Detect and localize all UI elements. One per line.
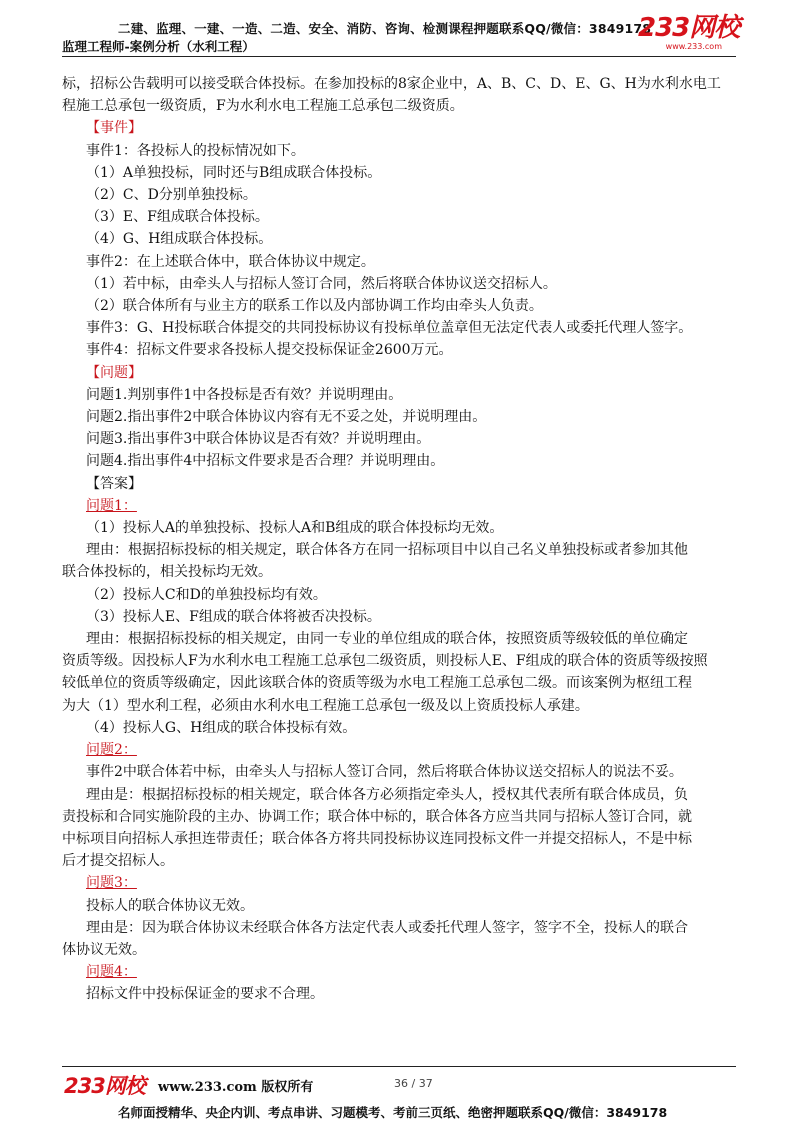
answer-1-line: 理由：根据招标投标的相关规定，由同一专业的单位组成的联合体，按照资质等级较低的单位确定 [86, 631, 688, 648]
question-section-tag: 【问题】 [86, 364, 142, 381]
answer-1-line: 资质等级。因投标人F为水利水电工程施工总承包二级资质，则投标人E、F组成的联合体的资质等级按照 [62, 653, 708, 670]
answer-1-line: 联合体投标的，相关投标均无效。 [62, 564, 272, 581]
question-4: 问题4.指出事件4中招标文件要求是否合理？并说明理由。 [86, 453, 445, 470]
answer-2-heading: 问题2： [86, 742, 137, 759]
answer-1-line: （2）投标人C和D的单独投标均有效。 [86, 586, 327, 603]
event-2-item: （1）若中标，由牵头人与招标人签订合同，然后将联合体协议送交招标人。 [86, 275, 557, 292]
logo-text: 233网校 [638, 13, 740, 43]
page-number: 36 / 37 [394, 1077, 433, 1090]
answer-3-line: 理由是：因为联合体协议未经联合体各方法定代表人或委托代理人签字，签字不全，投标人的联合 [86, 919, 688, 936]
answer-section-tag: 【答案】 [86, 475, 142, 492]
answer-1-line: （4）投标人G、H组成的联合体投标有效。 [86, 719, 357, 736]
answer-1-line: 理由：根据招标投标的相关规定，联合体各方在同一招标项目中以自己名义单独投标或者参加其他 [86, 542, 688, 559]
answer-1-line: （3）投标人E、F组成的联合体将被否决投标。 [86, 608, 381, 625]
answer-2-line: 中标项目向招标人承担连带责任；联合体各方将共同投标协议连同投标文件一并提交招标人，不是中标 [62, 830, 692, 847]
answer-2-line: 理由是：根据招标投标的相关规定，联合体各方必须指定牵头人，授权其代表所有联合体成员，负 [86, 786, 688, 803]
event-1-item: （1）A单独投标，同时还与B组成联合体投标。 [86, 164, 382, 181]
answer-1-line: 为大（1）型水利工程，必须由水利水电工程施工总承包一级及以上资质投标人承建。 [62, 697, 589, 714]
brand-logo[interactable] [638, 13, 740, 52]
event-1: 事件1：各投标人的投标情况如下。 [86, 142, 305, 159]
header-divider [62, 56, 736, 57]
document-body [62, 73, 740, 1006]
footer-divider [62, 1066, 736, 1067]
event-1-item: （3）E、F组成联合体投标。 [86, 209, 269, 226]
document-subtitle: 监理工程师-案例分析（水利工程） [62, 39, 255, 54]
header-promo-line: 二建、监理、一建、一造、二造、安全、消防、咨询、检测课程押题联系QQ/微信：3849178 [118, 21, 652, 36]
answer-3-heading: 问题3： [86, 875, 137, 892]
footer-copyright: www.233.com 版权所有 [158, 1080, 314, 1095]
footer-logo[interactable]: 233网校 [64, 1074, 145, 1098]
answer-1-line: （1）投标人A的单独投标、投标人A和B组成的联合体投标均无效。 [86, 520, 504, 537]
question-1: 问题1.判别事件1中各投标是否有效？并说明理由。 [86, 386, 403, 403]
answer-3-line: 投标人的联合体协议无效。 [86, 897, 254, 914]
answer-2-line: 后才提交招标人。 [62, 853, 174, 870]
intro-line: 程施工总承包一级资质，F为水利水电工程施工总承包二级资质。 [62, 98, 464, 115]
event-1-item: （2）C、D分别单独投标。 [86, 187, 257, 204]
logo-url: www.233.com [665, 42, 722, 51]
intro-line: 标，招标公告载明可以接受联合体投标。在参加投标的8家企业中，A、B、C、D、E、G、H为水利水电工 [62, 76, 721, 92]
question-2: 问题2.指出事件2中联合体协议内容有无不妥之处，并说明理由。 [86, 409, 487, 426]
event-section-tag: 【事件】 [86, 120, 142, 137]
event-2: 事件2：在上述联合体中，联合体协议中规定。 [86, 253, 375, 270]
answer-2-line: 事件2中联合体若中标，由牵头人与招标人签订合同，然后将联合体协议送交招标人的说法不妥。 [86, 764, 683, 781]
question-3: 问题3.指出事件3中联合体协议是否有效？并说明理由。 [86, 431, 431, 448]
answer-2-line: 责投标和合同实施阶段的主办、协调工作；联合体中标的，联合体各方应当共同与招标人签订合同，就 [62, 808, 692, 825]
event-1-item: （4）G、H组成联合体投标。 [86, 231, 273, 248]
event-3: 事件3：G、H投标联合体提交的共同投标协议有投标单位盖章但无法定代表人或委托代理人签字。 [86, 320, 693, 337]
answer-4-line: 招标文件中投标保证金的要求不合理。 [86, 986, 324, 1003]
event-2-item: （2）联合体所有与业主方的联系工作以及内部协调工作均由牵头人负责。 [86, 298, 543, 315]
answer-1-line: 较低单位的资质等级确定，因此该联合体的资质等级为水电工程施工总承包二级。而该案例为枢纽工程 [62, 675, 692, 692]
answer-3-line: 体协议无效。 [62, 941, 146, 958]
footer-promo-line: 名师面授精华、央企内训、考点串讲、习题模考、考前三页纸、绝密押题联系QQ/微信：3849178 [118, 1105, 668, 1120]
event-4: 事件4：招标文件要求各投标人提交投标保证金2600万元。 [86, 342, 453, 359]
answer-4-heading: 问题4： [86, 964, 137, 981]
answer-1-heading: 问题1： [86, 497, 137, 514]
